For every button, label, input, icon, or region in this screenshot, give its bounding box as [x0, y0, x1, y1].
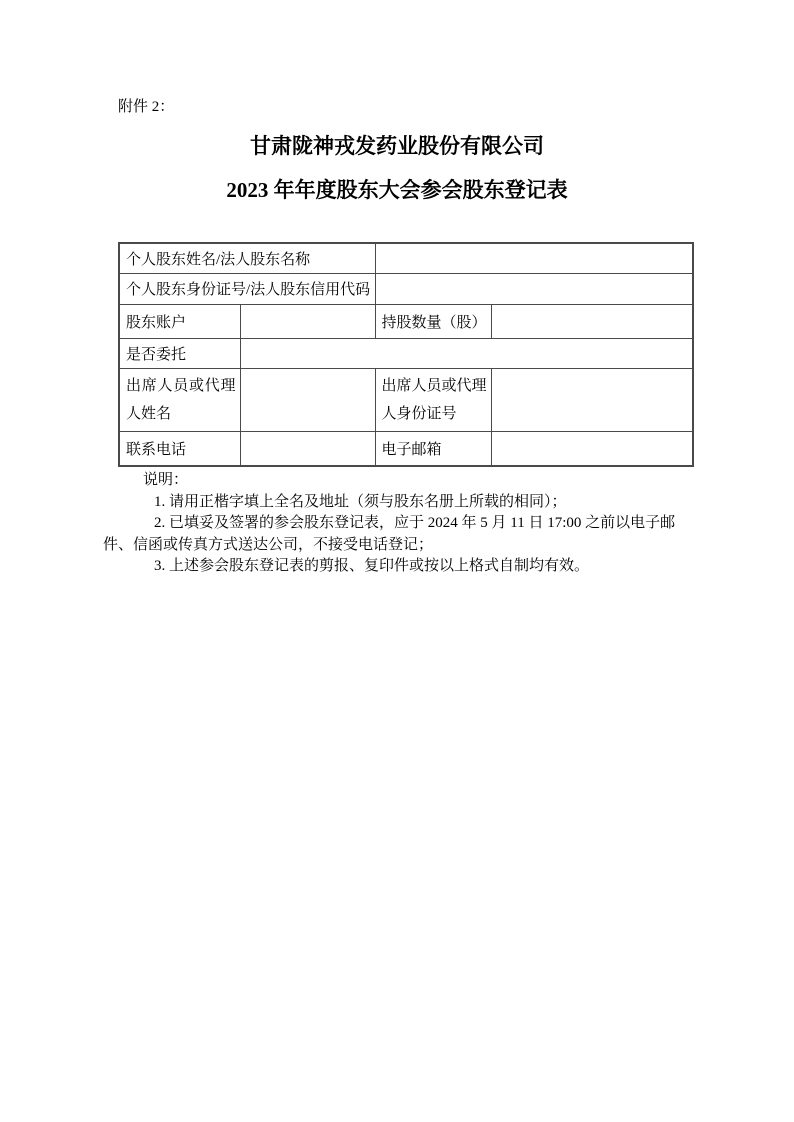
- field-shareholder-account: [240, 304, 375, 338]
- field-attendee-id: [491, 368, 693, 431]
- table-row: [119, 304, 693, 338]
- registration-table: [118, 242, 694, 467]
- form-title: 2023 年年度股东大会参会股东登记表: [226, 178, 568, 202]
- label-shareholder-account: 股东账户: [119, 304, 240, 338]
- table-row: [119, 338, 693, 368]
- attachment-label: 附件 2：: [118, 99, 175, 115]
- field-contact-phone: [240, 431, 375, 466]
- table-row: [119, 431, 693, 466]
- label-is-proxy: 是否委托: [119, 338, 240, 368]
- label-shares-held: 持股数量（股）: [375, 304, 491, 338]
- label-attendee-id: 出席人员或代理人身份证号: [375, 368, 491, 431]
- table-row: [119, 368, 693, 431]
- label-contact-phone: 联系电话: [119, 431, 240, 466]
- label-attendee-name: 出席人员或代理人姓名: [119, 368, 240, 431]
- table-row: [119, 243, 693, 273]
- company-title: 甘肃陇神戎发药业股份有限公司: [250, 134, 544, 158]
- field-shareholder-name: [375, 243, 693, 273]
- label-shareholder-name: 个人股东姓名/法人股东名称: [119, 243, 375, 273]
- label-email: 电子邮箱: [375, 431, 491, 466]
- field-shares-held: [491, 304, 693, 338]
- note-item: 1. 请用正楷字填上全名及地址（须与股东名册上所载的相同）；: [154, 493, 567, 510]
- label-id-or-credit-code: 个人股东身份证号/法人股东信用代码: [119, 273, 375, 304]
- notes-heading: 说明：: [143, 472, 189, 488]
- note-item: 3. 上述参会股东登记表的剪报、复印件或按以上格式自制均有效。: [154, 558, 590, 574]
- field-id-or-credit-code: [375, 273, 693, 304]
- field-is-proxy: [240, 338, 693, 368]
- table-row: [119, 273, 693, 304]
- field-attendee-name: [240, 368, 375, 431]
- note-item: 2. 已填妥及签署的参会股东登记表，应于 2024 年 5 月 11 日 17:00 之前以电子邮件、信函或传真方式送达公司，不接受电话登记；: [103, 515, 676, 553]
- field-email: [491, 431, 693, 466]
- notes-section: [103, 470, 692, 578]
